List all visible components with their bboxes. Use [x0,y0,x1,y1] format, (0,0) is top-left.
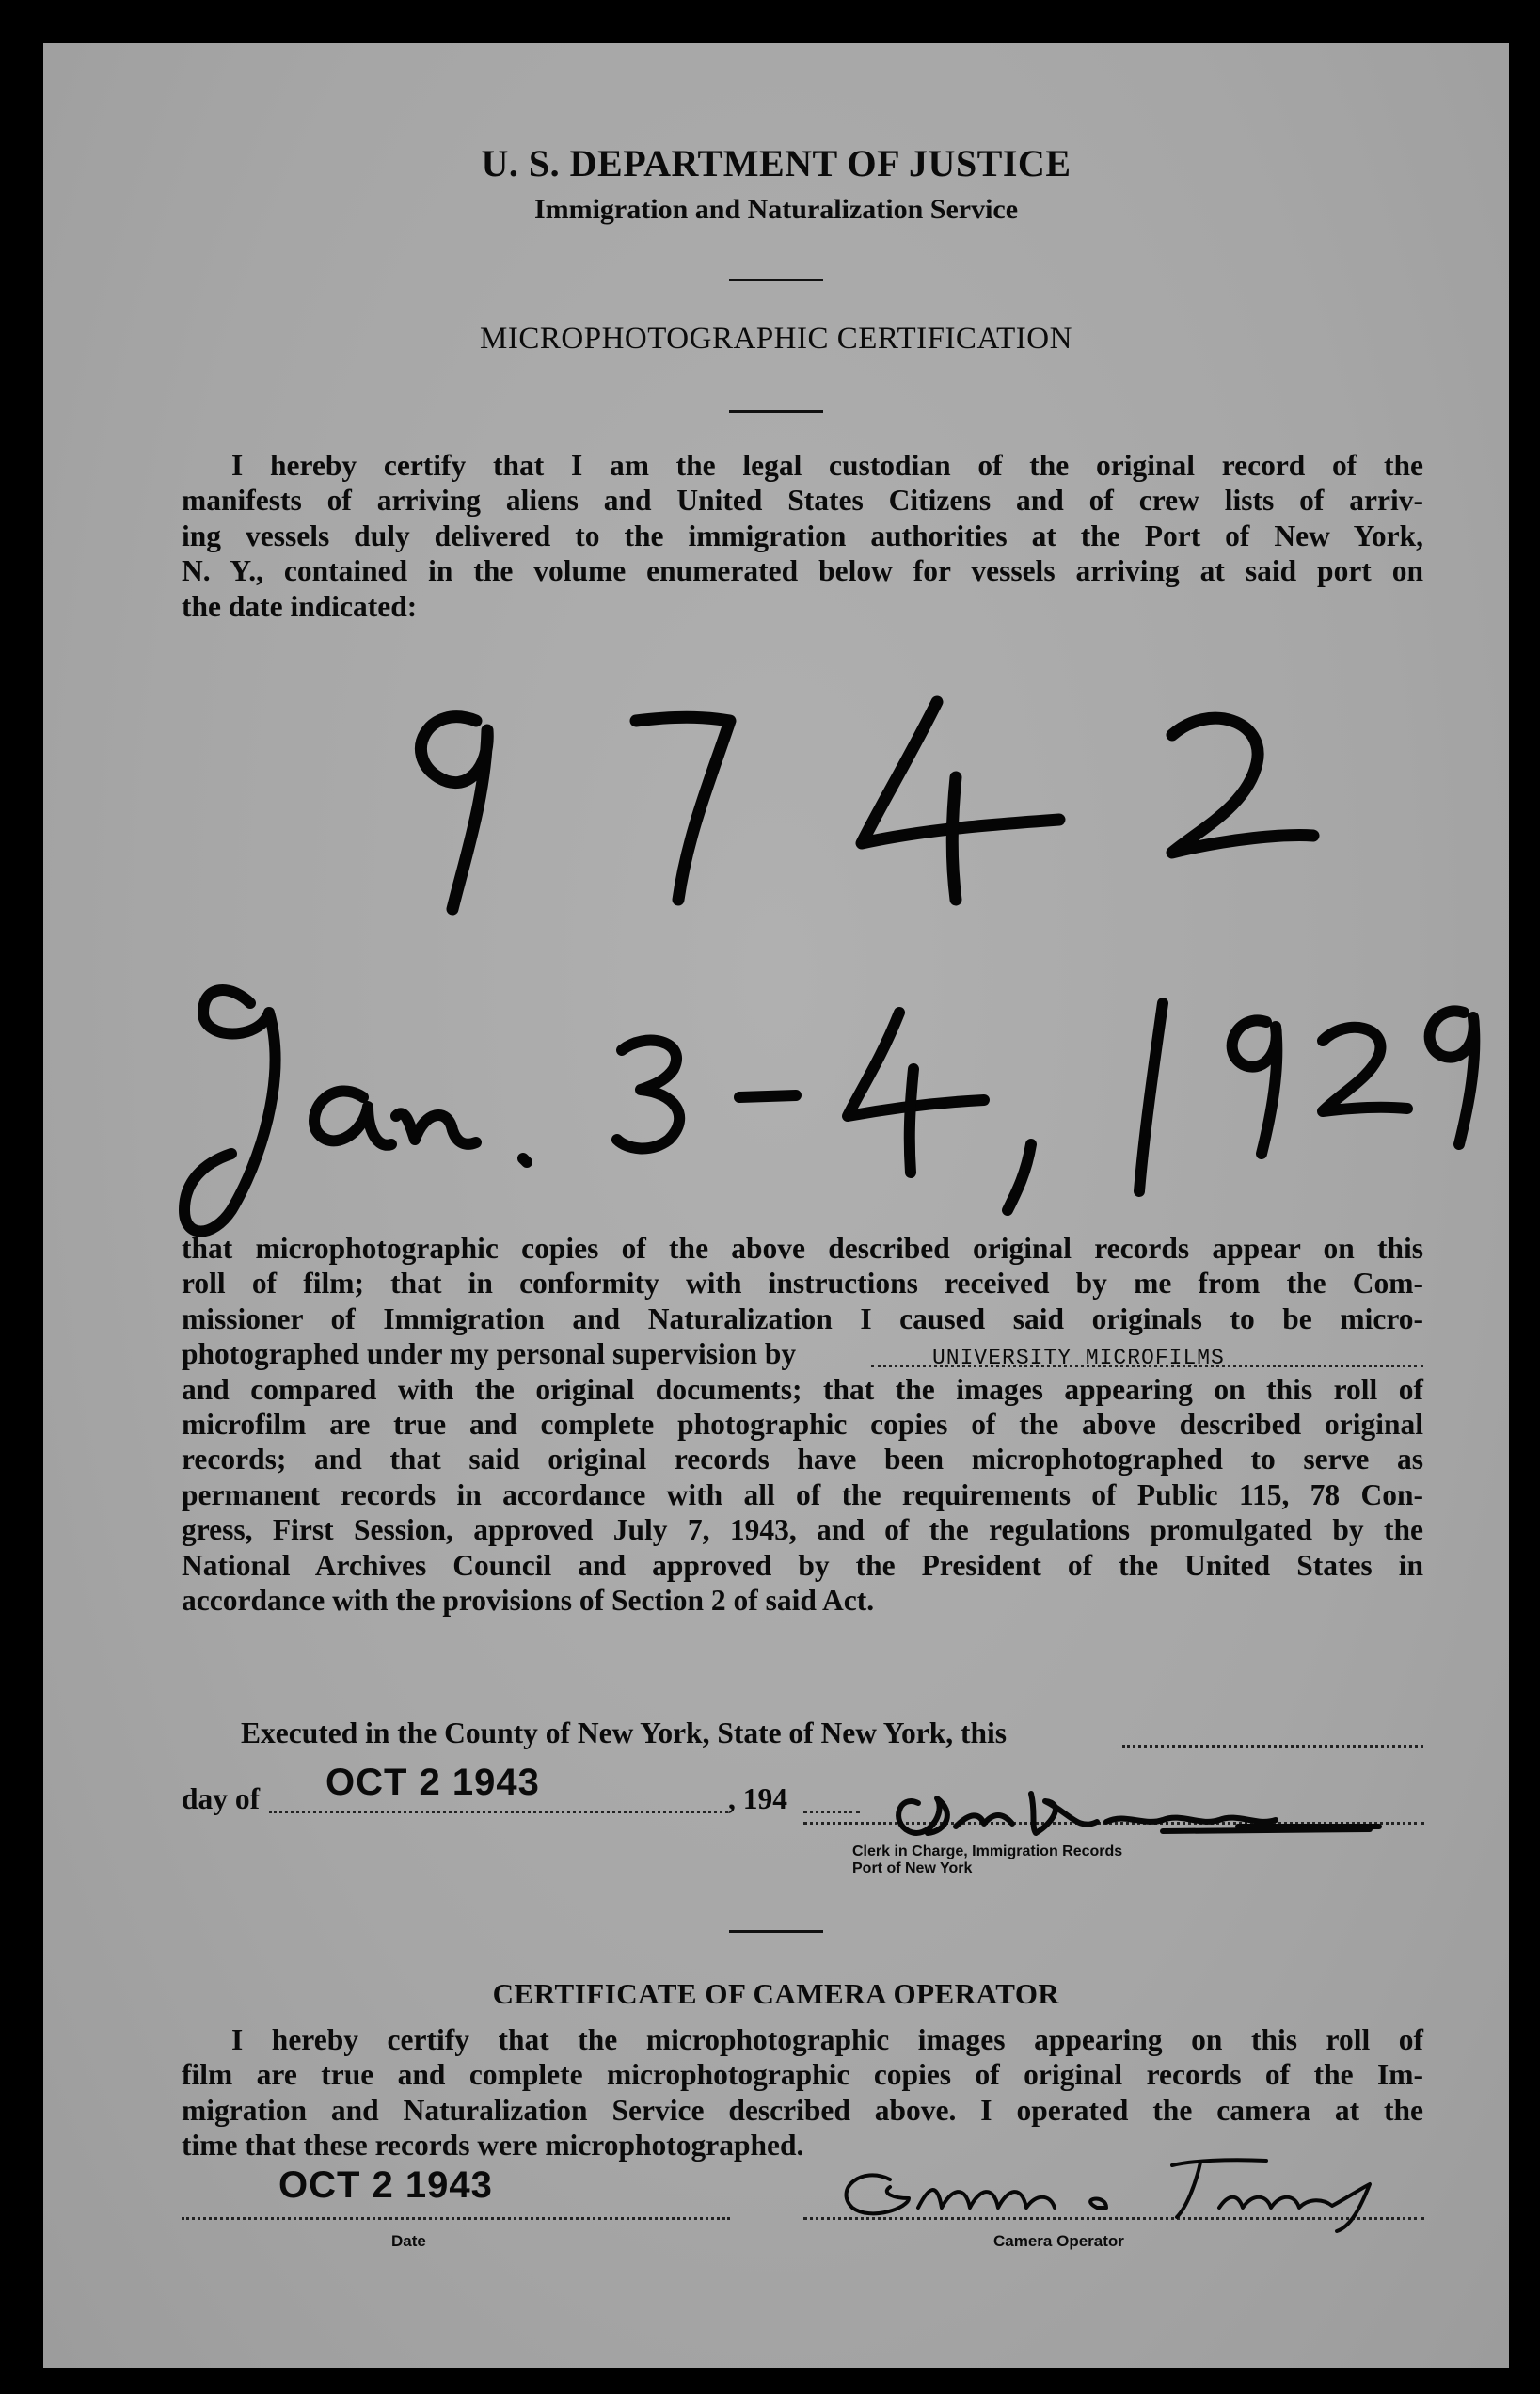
camera-line: time that these records were microphotographed. [182,2129,804,2163]
camera-line: I hereby certify that the microphotographic images appearing on this roll of [231,2023,1423,2056]
department-heading: U. S. DEPARTMENT OF JUSTICE [481,142,1072,184]
date-label: Date [391,2232,426,2250]
body-line: and compared with the original documents; that the images appearing on this roll of [182,1372,1423,1406]
clerk-title-line1: Clerk in Charge, Immigration Records [852,1843,1123,1859]
divider [729,279,823,281]
body-line: National Archives Council and approved by the President of the United States in [182,1548,1423,1582]
intro-line: manifests of arriving aliens and United States Citizens and of crew lists of arriv- [182,484,1423,518]
camera-line: migration and Naturalization Service described above. I operated the camera at the [182,2093,1423,2127]
year-suffix: , 194 [728,1782,787,1815]
body-line: permanent records in accordance with all of the requirements of Public 115, 78 Con- [182,1477,1423,1511]
intro-line: ing vessels duly delivered to the immigration authorities at the Port of New York, [182,519,1423,552]
clerk-signature-icon [881,1775,1389,1850]
year-dotted-line [803,1811,860,1813]
body-paragraph [182,1231,1423,1618]
body-line: roll of film; that in conformity with instructions received by me from the Com- [182,1267,1423,1301]
body-line: missioner of Immigration and Naturalization I caused said originals to be micro- [182,1301,1423,1335]
intro-line: N. Y., contained in the volume enumerated below for vessels arriving at said port on [182,554,1423,588]
volume-number-handwriting [363,664,1323,947]
certification-title: MICROPHOTOGRAPHIC CERTIFICATION [480,322,1072,356]
executed-date-stamp: OCT 2 1943 [325,1762,540,1803]
certificate-sheet [43,43,1509,2368]
camera-operator-signature-icon [796,2142,1398,2236]
clerk-title-line2: Port of New York [852,1860,973,1876]
date-dotted-line [182,2217,730,2220]
body-line: photographed under my personal supervision by [182,1337,797,1371]
camera-certificate-title: CERTIFICATE OF CAMERA OPERATOR [492,1977,1060,2010]
body-line: records; and that said original records have been microphotographed to serve as [182,1443,1423,1476]
divider [729,1930,823,1933]
intro-line: I hereby certify that I am the legal custodian of the original record of the [231,449,1423,482]
camera-date-stamp: OCT 2 1943 [278,2164,493,2206]
executed-dotted-line [1122,1745,1423,1748]
intro-line: the date indicated: [182,589,418,623]
service-subheading: Immigration and Naturalization Service [533,194,1019,225]
vendor-typed: UNIVERSITY MICROFILMS [932,1346,1225,1370]
executed-line: Executed in the County of New York, State of New York, this [241,1716,1008,1749]
body-line: microfilm are true and complete photographic copies of the above described original [182,1407,1423,1441]
day-of-dotted-line [269,1811,728,1813]
body-line: gress, First Session, approved July 7, 1943, and of the regulations promulgated by the [182,1513,1423,1547]
camera-operator-label: Camera Operator [993,2232,1124,2250]
day-of-label: day of [182,1782,261,1815]
camera-line: film are true and complete microphotographic copies of original records of the Im- [182,2058,1423,2092]
body-line: accordance with the provisions of Section 2 of said Act. [182,1583,875,1617]
divider [729,410,823,413]
body-line: that microphotographic copies of the above described original records appear on this [182,1232,1423,1265]
intro-paragraph [182,448,1423,624]
